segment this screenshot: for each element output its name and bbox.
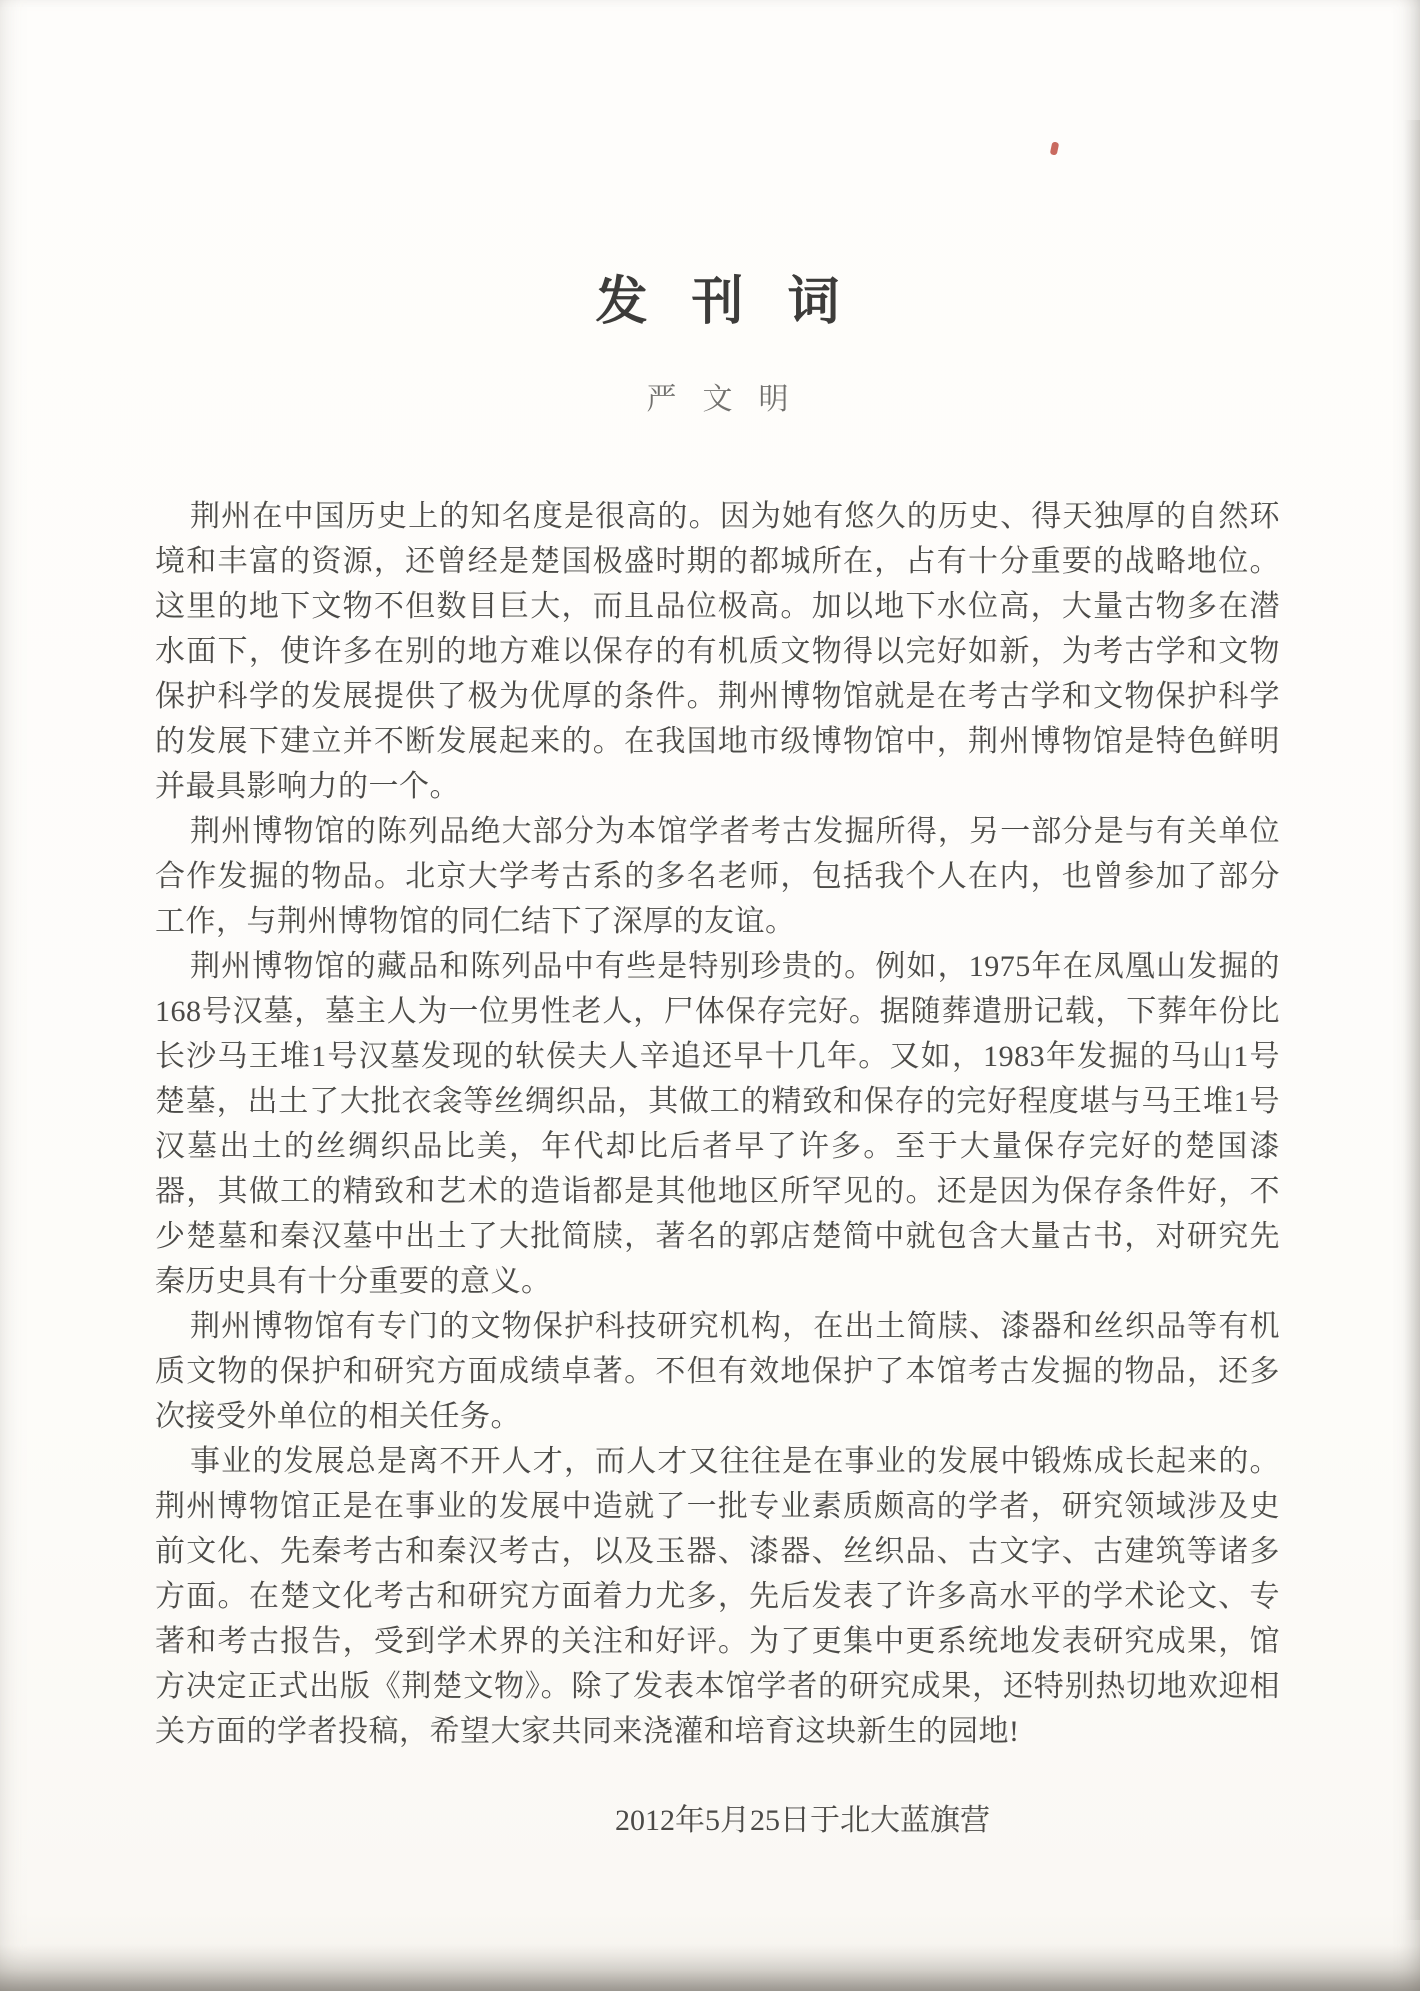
page-bottom-scan-shadow <box>0 1945 1420 1991</box>
paragraph-2: 荆州博物馆的陈列品绝大部分为本馆学者考古发掘所得，另一部分是与有关单位合作发掘的物品。北京大学考古系的多名老师，包括我个人在内，也曾参加了部分工作，与荆州博物馆的同仁结下了深厚的友谊。 <box>155 815 1280 938</box>
paragraph-3: 荆州博物馆的藏品和陈列品中有些是特别珍贵的。例如，1975年在凤凰山发掘的168号汉墓，墓主人为一位男性老人，尸体保存完好。据随葬遣册记载，下葬年份比长沙马王堆1号汉墓发现的轪侯夫人辛追还早十几年。又如，1983年发掘的马山1号楚墓，出土了大批衣衾等丝绸织品，其做工的精致和保存的完好程度堪与马王堆1号汉墓出土的丝绸织品比美，年代却比后者早了许多。至于大量保存完好的楚国漆器，其做工的精致和艺术的造诣都是其他地区所罕见的。还是因为保存条件好，不少楚墓和秦汉墓中出土了大批简牍，著名的郭店楚简中就包含大量古书，对研究先秦历史具有十分重要的意义。 <box>155 950 1280 1298</box>
paragraph-5: 事业的发展总是离不开人才，而人才又往往是在事业的发展中锻炼成长起来的。荆州博物馆正是在事业的发展中造就了一批专业素质颇高的学者，研究领域涉及史前文化、先秦考古和秦汉考古，以及玉器、漆器、丝织品、古文字、古建筑等诸多方面。在楚文化考古和研究方面着力尤多，先后发表了许多高水平的学术论文、专著和考古报告，受到学术界的关注和好评。为了更集中更系统地发表研究成果，馆方决定正式出版《荆楚文物》。除了发表本馆学者的研究成果，还特别热切地欢迎相关方面的学者投稿，希望大家共同来浇灌和培育这块新生的园地! <box>155 1445 1280 1748</box>
paragraph-4: 荆州博物馆有专门的文物保护科技研究机构，在出土简牍、漆器和丝织品等有机质文物的保护和研究方面成绩卓著。不但有效地保护了本馆考古发掘的物品，还多次接受外单位的相关任务。 <box>155 1310 1280 1433</box>
page-right-scan-shadow <box>1404 120 1420 1920</box>
paragraph-1: 荆州在中国历史上的知名度是很高的。因为她有悠久的历史、得天独厚的自然环境和丰富的资源，还曾经是楚国极盛时期的都城所在，占有十分重要的战略地位。这里的地下文物不但数目巨大，而且品位极高。加以地下水位高，大量古物多在潜水面下，使许多在别的地方难以保存的有机质文物得以完好如新，为考古学和文物保护科学的发展提供了极为优厚的条件。荆州博物馆就是在考古学和文物保护科学的发展下建立并不断发展起来的。在我国地市级博物馆中，荆州博物馆是特色鲜明并最具影响力的一个。 <box>155 500 1280 803</box>
dateline: 2012年5月25日于北大蓝旗营 <box>615 1804 990 1837</box>
author-name: 严文明 <box>646 383 815 416</box>
document-content <box>155 0 1280 1842</box>
body-text <box>155 494 1280 1754</box>
page-title: 发刊词 <box>595 274 884 331</box>
